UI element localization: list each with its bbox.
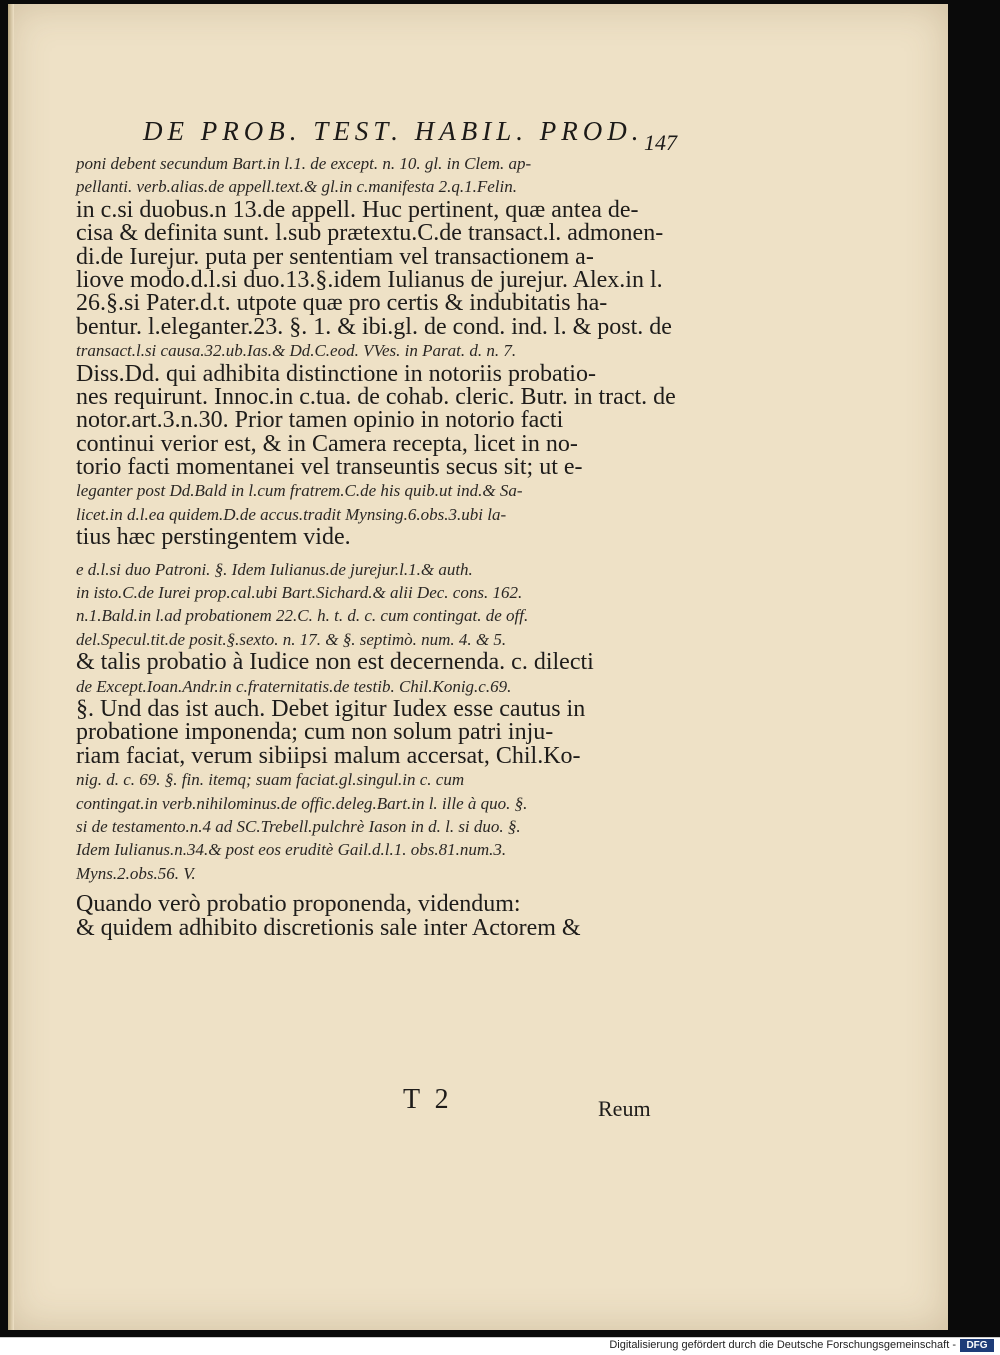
text-line: riam faciat, verum sibiipsi malum accersat, Chil.Ko- — [76, 742, 581, 769]
text-line: del.Specul.tit.de posit.§.sexto. n. 17. & §. septimò. num. 4. & 5. — [76, 629, 507, 649]
text-line: Quando verò probatio proponenda, videndum: — [76, 891, 521, 918]
printer-signature: T 2 — [403, 1084, 453, 1115]
text-line: in isto.C.de Iurei prop.cal.ubi Bart.Sichard.& alii Dec. cons. 162. — [76, 583, 523, 603]
page-gutter-edge — [8, 4, 14, 1330]
text-line: & quidem adhibito discretionis sale inter Actorem & — [76, 914, 581, 941]
text-line: nig. d. c. 69. §. fin. itemq; suam faciat.gl.singul.in c. cum — [76, 770, 465, 790]
text-line: notor.art.3.n.30. Prior tamen opinio in notorio facti — [76, 407, 564, 434]
text-line: in c.si duobus.n 13.de appell. Huc pertinent, quæ antea de- — [76, 196, 639, 223]
funding-credit-text: Digitalisierung gefördert durch die Deutsche Forschungsgemeinschaft - — [609, 1339, 956, 1351]
text-line: probatione imponenda; cum non solum patri inju- — [76, 719, 554, 746]
text-line: nes requirunt. Innoc.in c.tua. de cohab. cleric. Butr. in tract. de — [76, 383, 676, 410]
text-line: licet.in d.l.ea quidem.D.de accus.tradit Mynsing.6.obs.3.ubi la- — [76, 504, 507, 524]
text-line: bentur. l.eleganter.23. §. 1. & ibi.gl. de cond. ind. l. & post. de — [76, 313, 672, 340]
text-line: Diss.Dd. qui adhibita distinctione in notoriis probatio- — [76, 360, 596, 387]
text-line: di.de Iurejur. puta per sententiam vel transactionem a- — [76, 243, 594, 270]
text-line: leganter post Dd.Bald in l.cum fratrem.C.de his quib.ut ind.& Sa- — [76, 481, 523, 501]
text-line: liove modo.d.l.si duo.13.§.idem Iulianus de jurejur. Alex.in l. — [76, 266, 663, 293]
text-line: Idem Iulianus.n.34.& post eos eruditè Gail.d.l.1. obs.81.num.3. — [76, 840, 507, 860]
text-line: cisa & definita sunt. l.sub prætextu.C.de transact.l. admonen- — [76, 220, 664, 247]
text-line: Myns.2.obs.56. V. — [76, 863, 196, 883]
line-gap — [76, 550, 716, 558]
text-line: tius hæc perstingentem vide. — [76, 524, 351, 551]
page-text-block — [76, 152, 716, 940]
running-head: DE PROB. TEST. HABIL. PROD. — [143, 116, 644, 146]
text-line: torio facti momentanei vel transeuntis secus sit; ut e- — [76, 454, 583, 481]
text-line: poni debent secundum Bart.in l.1. de except. n. 10. gl. in Clem. ap- — [76, 154, 532, 173]
text-line: 26.§.si Pater.d.t. utpote quæ pro certis & indubitatis ha- — [76, 290, 608, 317]
text-line: n.1.Bald.in l.ad probationem 22.C. h. t. d. c. cum contingat. de off. — [76, 606, 529, 626]
text-line: transact.l.si causa.32.ub.Ias.& Dd.C.eod. VVes. in Parat. d. n. 7. — [76, 341, 517, 361]
text-line: contingat.in verb.nihilominus.de offic.deleg.Bart.in l. ille à quo. §. — [76, 793, 528, 813]
text-line: pellanti. verb.alias.de appell.text.& gl.in c.manifesta 2.q.1.Felin. — [76, 177, 517, 197]
text-line: & talis probatio à Iudice non est decernenda. c. dilecti — [76, 649, 594, 676]
text-line: de Except.Ioan.Andr.in c.fraternitatis.de testib. Chil.Konig.c.69. — [76, 676, 512, 696]
catchword: Reum — [598, 1096, 651, 1121]
text-line: §. Und das ist auch. Debet igitur Iudex esse cautus in — [76, 695, 586, 722]
text-line: si de testamento.n.4 ad SC.Trebell.pulchrè Iason in d. l. si duo. §. — [76, 816, 521, 836]
text-line: e d.l.si duo Patroni. §. Idem Iulianus.de jurejur.l.1.& auth. — [76, 559, 473, 579]
page-number: 147 — [644, 130, 677, 155]
text-line: continui verior est, & in Camera recepta, licet in no- — [76, 430, 578, 457]
dfg-logo: DFG — [960, 1339, 994, 1352]
